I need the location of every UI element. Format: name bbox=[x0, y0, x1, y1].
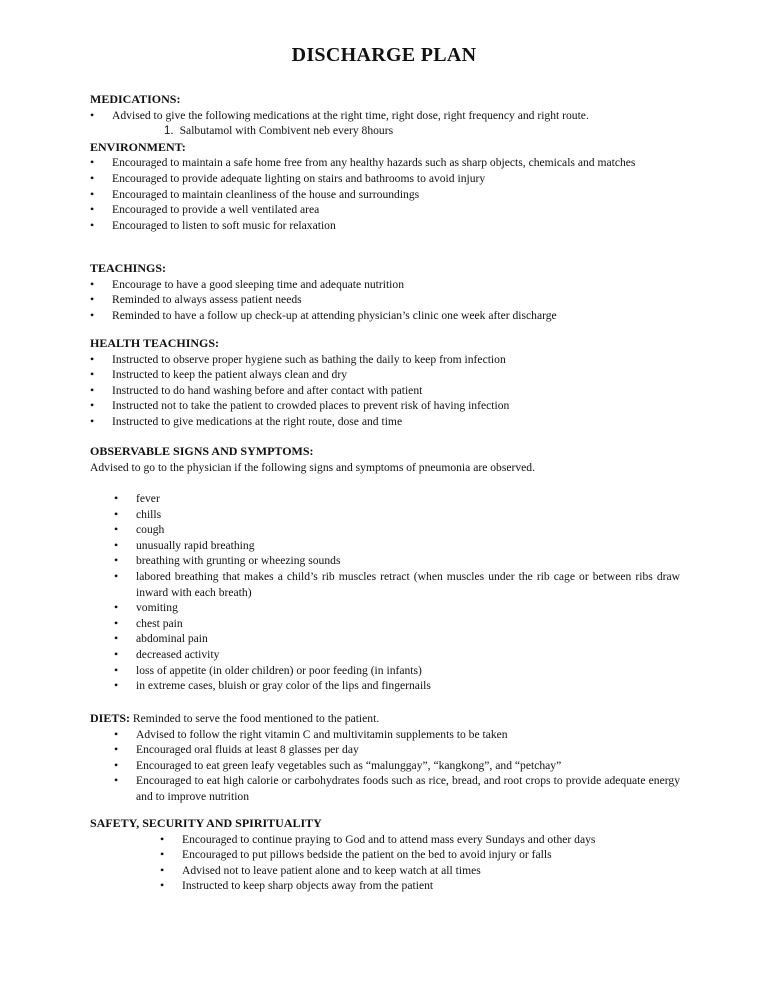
list-item: • Instructed to do hand washing before and after contact with patient bbox=[90, 383, 680, 399]
list-item: • unusually rapid breathing bbox=[90, 538, 680, 554]
numbered-label: 1. bbox=[164, 125, 174, 138]
health-teachings-section bbox=[90, 336, 680, 430]
medications-numbered-item bbox=[90, 123, 680, 140]
signs-list bbox=[90, 491, 680, 694]
list-item: • chest pain bbox=[90, 616, 680, 632]
list-item: • vomiting bbox=[90, 600, 680, 616]
signs-intro: Advised to go to the physician if the following signs and symptoms of pneumonia are observed. bbox=[90, 460, 536, 474]
list-item: • Advised to follow the right vitamin C and multivitamin supplements to be taken bbox=[90, 727, 680, 743]
list-item: • Instructed not to take the patient to crowded places to prevent risk of having infection bbox=[90, 398, 680, 414]
list-item: • Encouraged to provide a well ventilated area bbox=[90, 202, 680, 218]
list-item: • loss of appetite (in older children) or poor feeding (in infants) bbox=[90, 663, 680, 679]
list-item: • abdominal pain bbox=[90, 631, 680, 647]
environment-list bbox=[90, 155, 680, 233]
health-teachings-heading: HEALTH TEACHINGS: bbox=[90, 336, 220, 350]
diets-section bbox=[90, 711, 680, 805]
diets-intro: Reminded to serve the food mentioned to the patient. bbox=[130, 712, 380, 725]
list-item: • Encouraged to listen to soft music for relaxation bbox=[90, 218, 680, 234]
numbered-text: Salbutamol with Combivent neb every 8hours bbox=[179, 124, 394, 138]
list-item: • cough bbox=[90, 522, 680, 538]
list-item: • Encouraged to maintain a safe home free from any healthy hazards such as sharp objects, chemicals and matches bbox=[90, 155, 680, 171]
signs-heading: OBSERVABLE SIGNS AND SYMPTOMS: bbox=[90, 444, 314, 458]
list-item: • chills bbox=[90, 507, 680, 523]
safety-heading: SAFETY, SECURITY AND SPIRITUALITY bbox=[90, 816, 322, 830]
list-item: • Reminded to have a follow up check-up at attending physician’s clinic one week after discharge bbox=[90, 308, 680, 324]
list-item: • labored breathing that makes a child’s rib muscles retract (when muscles under the rib cage or between ribs draw inward with each breath) bbox=[90, 569, 680, 600]
medications-heading: MEDICATIONS: bbox=[90, 92, 181, 106]
list-item: • in extreme cases, bluish or gray color of the lips and fingernails bbox=[90, 678, 680, 694]
safety-section bbox=[90, 816, 680, 894]
diets-list bbox=[90, 727, 680, 805]
diets-heading: DIETS: bbox=[90, 711, 131, 725]
list-item: • Instructed to observe proper hygiene such as bathing the daily to keep from infection bbox=[90, 352, 680, 368]
medications-item: • Advised to give the following medications at the right time, right dose, right frequency and right route. bbox=[90, 108, 680, 124]
teachings-heading: TEACHINGS: bbox=[90, 261, 167, 275]
signs-list-block bbox=[90, 491, 680, 694]
signs-section bbox=[90, 444, 680, 475]
list-item: • fever bbox=[90, 491, 680, 507]
list-item: • Encourage to have a good sleeping time and adequate nutrition bbox=[90, 277, 680, 293]
safety-list bbox=[90, 832, 680, 894]
list-item: • Encouraged to maintain cleanliness of the house and surroundings bbox=[90, 187, 680, 203]
teachings-list bbox=[90, 277, 680, 324]
diets-intro-line bbox=[90, 711, 680, 727]
list-item: • breathing with grunting or wheezing sounds bbox=[90, 553, 680, 569]
list-item: • Advised not to leave patient alone and to keep watch at all times bbox=[90, 863, 680, 879]
list-item: • Encouraged to put pillows bedside the patient on the bed to avoid injury or falls bbox=[90, 847, 680, 863]
health-teachings-list bbox=[90, 352, 680, 430]
list-item: • Instructed to keep the patient always clean and dry bbox=[90, 367, 680, 383]
environment-heading: ENVIRONMENT: bbox=[90, 139, 186, 154]
list-item: • Encouraged to eat green leafy vegetables such as “malunggay”, “kangkong”, and “petchay” bbox=[90, 758, 680, 774]
list-item: • Instructed to keep sharp objects away from the patient bbox=[90, 878, 680, 894]
list-item: • Encouraged to eat high calorie or carbohydrates foods such as rice, bread, and root crops to provide adequate energy and to improve nutrition bbox=[90, 773, 680, 804]
teachings-section bbox=[90, 261, 680, 323]
list-item: • Encouraged oral fluids at least 8 glasses per day bbox=[90, 742, 680, 758]
list-item: • Reminded to always assess patient needs bbox=[90, 292, 680, 308]
page-title: DISCHARGE PLAN bbox=[291, 44, 477, 66]
list-item: • Instructed to give medications at the right route, dose and time bbox=[90, 414, 680, 430]
medications-section bbox=[90, 92, 680, 233]
list-item: • Encouraged to continue praying to God and to attend mass every Sundays and other days bbox=[90, 832, 680, 848]
list-item: • decreased activity bbox=[90, 647, 680, 663]
list-item: • Encouraged to provide adequate lighting on stairs and bathrooms to avoid injury bbox=[90, 171, 680, 187]
